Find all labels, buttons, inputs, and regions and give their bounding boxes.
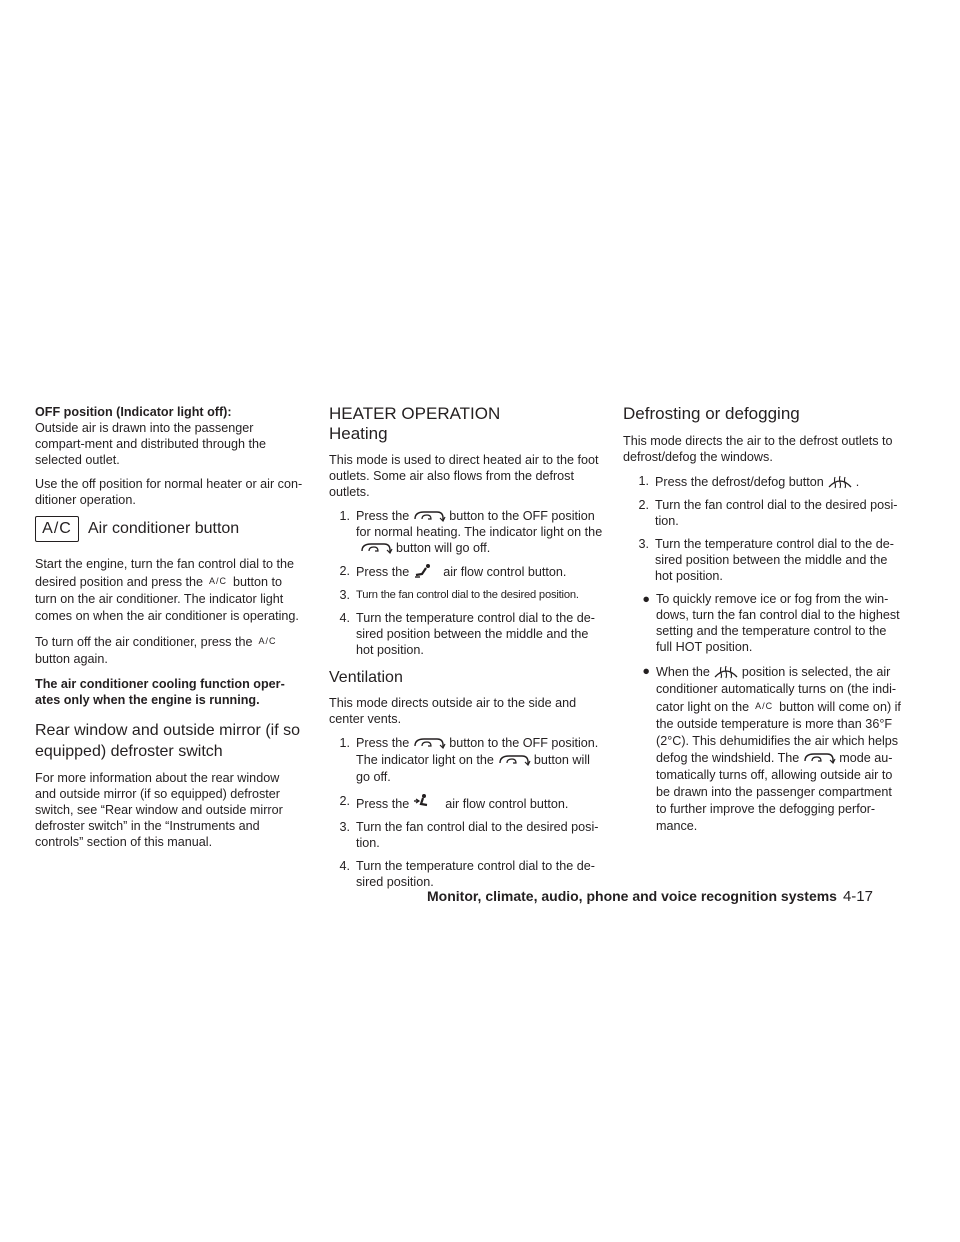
column-1 (35, 404, 303, 858)
step-number: 1. (339, 509, 350, 523)
ac-small-icon: A/C (209, 576, 228, 586)
step-text-a: Press the (356, 736, 410, 750)
off-position-heading: OFF position (Indicator light off): (35, 405, 232, 419)
heating-step-2 (329, 563, 603, 580)
ventilation-heading: Ventilation (329, 669, 403, 686)
defrost-intro: This mode directs the air to the defrost outlets to defrost/defog the windows. (623, 434, 893, 464)
bullet-mark: ● (642, 592, 650, 606)
recirculation-icon (802, 751, 836, 765)
ac-paragraph-1 (35, 556, 303, 625)
step-text-a: Press the (356, 797, 410, 811)
step-text-a: Turn the fan control dial to the desired posi-tion. (655, 498, 898, 528)
step-text-b: air flow control button. (443, 565, 567, 579)
bullet-text-c: button will come on) if the outside temperature is more than 36°F (2°C). This dehumidifies the air which helps defog the windshield. The (656, 700, 901, 765)
step-number: 3. (339, 588, 350, 602)
ac-p1-text-a: Start the engine, turn the fan control dial to the desired position and press the (35, 557, 295, 589)
off-position-use-text: Use the off position for normal heater or air con-ditioner operation. (35, 477, 303, 507)
step-number: 4. (339, 859, 350, 873)
heating-step-1 (329, 508, 603, 556)
defrost-icon (827, 473, 853, 489)
defrost-step-3 (623, 536, 901, 584)
column-2 (329, 404, 603, 897)
defrost-bullet-2 (623, 663, 901, 835)
step-text (655, 473, 901, 490)
step-number: 2. (339, 564, 350, 578)
recirculation-icon (359, 541, 393, 555)
bullet-text-a: When the (656, 665, 710, 679)
step-text-a: Turn the temperature control dial to the de-sired position. (356, 859, 595, 889)
off-position-section (35, 404, 303, 468)
step-text-a: Press the (356, 565, 410, 579)
heating-intro: This mode is used to direct heated air to the foot outlets. Some air also flows from the defrost outlets. (329, 453, 599, 499)
heating-heading: Heating (329, 424, 388, 443)
step-text (356, 563, 603, 580)
ac-p1-text-b: button to turn on the air conditioner. The indicator light comes on when the air conditioner is operating. (35, 575, 299, 623)
bullet-text: To quickly remove ice or fog from the win-dows, turn the fan control dial to the highest setting and the temperature control to the full HOT position. (656, 592, 900, 654)
heater-operation-heading: HEATER OPERATION (329, 404, 501, 423)
page-number: 4-17 (842, 888, 873, 905)
step-text-a: Turn the temperature control dial to the de-sired position between the middle and the hot position. (655, 537, 894, 583)
defrost-icon (713, 663, 739, 679)
step-number: 2. (638, 498, 649, 512)
defrost-step-1 (623, 473, 901, 490)
step-text-a: Press the defrost/defog button (655, 475, 824, 489)
off-position-text: Outside air is drawn into the passenger compart-ment and distributed through the selected outlet. (35, 421, 267, 467)
rear-defroster-heading: Rear window and outside mirror (if so equipped) defroster switch (35, 722, 300, 760)
vent-step-2 (329, 793, 603, 812)
ventilation-intro: This mode directs outside air to the side and center vents. (329, 696, 577, 726)
ac-paragraph-2 (35, 633, 303, 668)
step-text-a: Turn the temperature control dial to the de-sired position between the middle and the hot position. (356, 611, 595, 657)
step-number: 3. (339, 820, 350, 834)
step-text-c: button will go off. (396, 541, 491, 555)
recirculation-icon (412, 736, 446, 750)
ac-icon: A/C (35, 516, 79, 542)
defrost-bullet-1 (623, 591, 901, 655)
heating-step-4 (329, 610, 603, 658)
recirculation-icon (497, 753, 531, 767)
step-text-b: button to the OFF position. The indicator light on the (356, 736, 599, 767)
step-text (356, 508, 603, 556)
step-number: 1. (638, 474, 649, 488)
bullet-text (656, 663, 901, 835)
step-text-a: Press the (356, 509, 410, 523)
ac-p2-text-a: To turn off the air conditioner, press the (35, 635, 253, 649)
step-number: 2. (339, 794, 350, 808)
vent-step-3 (329, 819, 603, 851)
ac-heading-label: Air conditioner button (88, 520, 240, 537)
foot-airflow-icon (412, 563, 434, 579)
bullet-text-b: position is selected, the air conditioner automatically turns on (the indi-cator light on the (656, 665, 897, 714)
step-number: 3. (638, 537, 649, 551)
recirculation-icon (412, 509, 446, 523)
rear-defroster-text: For more information about the rear window and outside mirror (if so equipped) defroster switch, see “Rear window and outside mirror defroster switch” in the “Instruments and controls” section of this manual. (35, 771, 283, 849)
step-text-b: air flow control button. (445, 797, 569, 811)
step-text (356, 735, 603, 786)
step-text-c: button will go off. (356, 753, 590, 784)
vent-step-4 (329, 858, 603, 890)
bullet-text-d: mode au-tomatically turns off, allowing outside air to be drawn into the passenger compartment to further improve the defogging perfor-mance. (656, 751, 893, 833)
step-text-a: Turn the fan control dial to the desired position. (356, 589, 579, 601)
page-footer (427, 888, 927, 905)
ac-button-heading (35, 516, 303, 542)
face-airflow-icon (412, 793, 434, 811)
footer-section-title: Monitor, climate, audio, phone and voice recognition systems (427, 888, 837, 904)
step-number: 4. (339, 611, 350, 625)
step-text-a: Turn the fan control dial to the desired posi-tion. (356, 820, 599, 850)
bullet-mark: ● (642, 664, 650, 678)
step-text (356, 793, 603, 812)
defrost-step-2 (623, 497, 901, 529)
column-3 (623, 404, 901, 843)
step-number: 1. (339, 736, 350, 750)
ac-p2-text-b: button again. (35, 652, 108, 666)
vent-step-1 (329, 735, 603, 786)
ac-note: The air conditioner cooling function oper-ates only when the engine is running. (35, 677, 285, 707)
ac-small-icon: A/C (755, 701, 774, 711)
heating-step-3 (329, 587, 603, 603)
step-text-b: . (855, 475, 860, 489)
defrost-heading: Defrosting or defogging (623, 404, 800, 423)
step-text-b: button to the OFF position for normal heating. The indicator light on the (356, 509, 603, 539)
ac-small-icon: A/C (258, 636, 277, 646)
